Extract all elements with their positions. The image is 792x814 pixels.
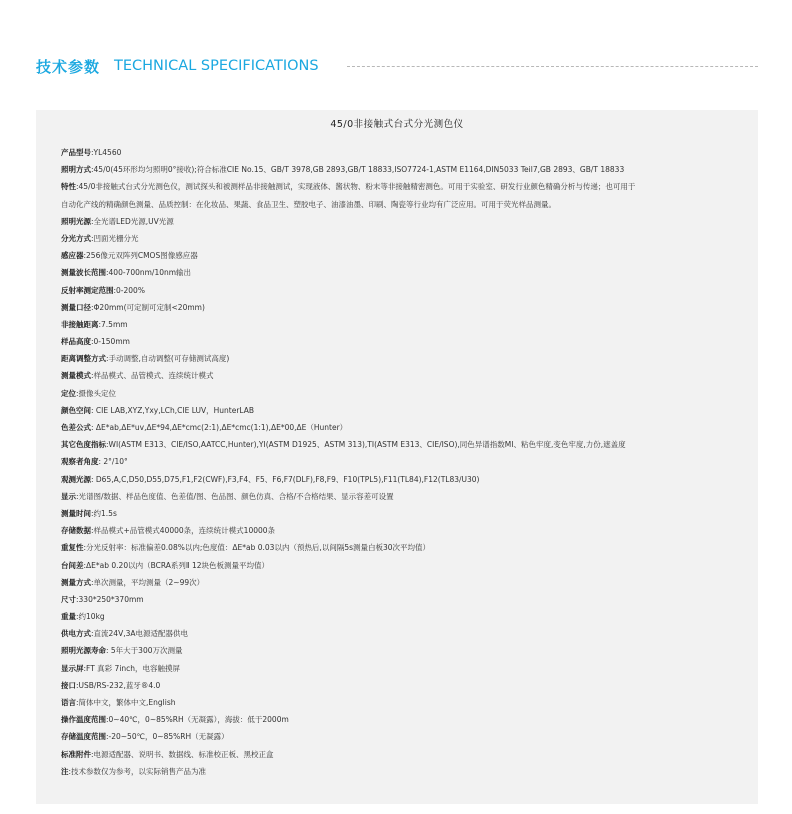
spec-value: :0-200% [113,285,145,295]
spec-label: 测量模式 [61,371,91,381]
spec-value: :WI(ASTM E313、CIE/ISO,AATCC,Hunter),YI(ASTM D1925、ASTM 313),TI(ASTM E313、CIE/ISO),同色异谱指数MI、粘色牢度,变色牢度,力份,遮盖度 [106,440,626,450]
spec-row [61,350,751,367]
spec-label: 台间差 [61,560,84,570]
spec-value: :电源适配器、说明书、数据线、标准校正板、黑校正盒 [91,749,274,759]
spec-label: 接口 [61,680,76,690]
spec-label: 显示 [61,491,76,501]
spec-label: 反射率测定范围 [61,285,114,295]
spec-label: 测量口径 [61,302,91,312]
spec-row [61,385,751,402]
spec-label: 尺寸 [61,594,76,604]
spec-value: :手动调整,自动调整(可存储测试高度) [106,354,230,364]
spec-row [61,247,751,264]
spec-value: :简体中文，繁体中文,English [76,698,176,707]
spec-label: 重量 [61,612,76,622]
spec-row [61,608,751,625]
spec-row [61,367,751,384]
spec-value: : D65,A,C,D50,D55,D75,F1,F2(CWF),F3,F4、F5、F6,F7(DLF),F8,F9、F10(TPL5),F11(TL84),F12(TL83/U30) [91,474,480,484]
spec-row [61,763,751,780]
spec-row [61,711,751,728]
spec-label: 定位 [61,388,76,398]
spec-row [61,625,751,642]
spec-label: 测量波长范围 [61,268,106,278]
spec-label: 照明光源 [61,216,91,226]
spec-value: :Φ20mm(可定制可定制<20mm) [91,302,205,312]
spec-row [61,144,751,161]
spec-value: :全光谱LED光源,UV光源 [91,216,174,226]
spec-label: 感应器 [61,251,84,261]
spec-row [61,574,751,591]
spec-value: : 2°/10° [98,457,128,467]
spec-row [61,402,751,419]
spec-row [61,488,751,505]
spec-label: 注 [61,766,69,776]
section-header [36,54,758,78]
spec-row [61,316,751,333]
spec-label: 产品型号 [61,148,91,157]
spec-label: 样品高度 [61,337,91,347]
spec-row [61,282,751,299]
spec-value: :分光反射率：标准偏差0.08%以内;色度值：ΔE*ab 0.03以内（预热后,以间隔5s测量白板30次平均值） [83,543,431,553]
spec-label: 距离调整方式 [61,354,106,364]
spec-label: 语言 [61,698,76,707]
spec-value: :技术参数仅为参考，以实际销售产品为准 [68,766,207,776]
spec-row [61,453,751,470]
spec-row [61,178,751,195]
section-title-cn: 技术参数 [36,57,101,76]
spec-label: 显示屏 [61,663,84,673]
spec-label: 照明方式 [61,165,91,175]
spec-value: :0~40℃，0~85%RH（无凝露），海拔：低于2000m [106,715,289,725]
spec-value: :样品模式+品管模式40000条，连续统计模式10000条 [91,526,276,536]
spec-row [61,471,751,488]
spec-list [61,144,751,780]
spec-label: 分光方式 [61,233,91,243]
section-title-en: TECHNICAL SPECIFICATIONS [114,58,319,74]
spec-row [61,419,751,436]
spec-row [61,436,751,453]
spec-row [61,557,751,574]
spec-label: 供电方式 [61,629,91,639]
spec-label: 存储温度范围 [61,732,106,742]
spec-value: :FT 真彩 7inch，电容触摸屏 [83,663,181,673]
spec-row [61,230,751,247]
spec-row [61,660,751,677]
spec-row [61,299,751,316]
spec-value: :400-700nm/10nm输出 [106,268,192,278]
spec-value: :-20~50℃，0~85%RH（无凝露） [106,732,229,742]
spec-row [61,728,751,745]
spec-value: :0-150mm [91,337,130,347]
spec-value: :256像元双阵列CMOS图像感应器 [83,251,198,261]
spec-value: 自动化产线的精确颜色测量、品质控制：在化妆品、果蔬、食品卫生、塑胶电子、油漆油墨、印刷、陶瓷等行业均有广泛应用。可用于荧光样品测量。 [61,199,556,209]
spec-row [61,539,751,556]
spec-label: 操作温度范围 [61,715,106,725]
spec-value: :USB/RS-232,蓝牙®4.0 [76,680,161,690]
spec-label: 其它色度指标 [61,440,106,450]
spec-label: 重复性 [61,543,84,553]
spec-value: :样品模式、品管模式、连续统计模式 [91,371,214,381]
spec-value: :YL4560 [91,148,122,157]
spec-value: :约1.5s [91,508,117,518]
spec-label: 存储数据 [61,526,91,536]
spec-label: 标准附件 [61,749,91,759]
spec-value: :光谱图/数据、样品色度值、色差值/图、色品图、颜色仿真、合格/不合格结果、显示容差可设置 [76,491,394,501]
spec-row [61,677,751,694]
spec-value: : ΔE*ab,ΔE*uv,ΔE*94,ΔE*cmc(2:1),ΔE*cmc(1:1),ΔE*00,ΔE（Hunter） [91,423,348,432]
spec-value: :单次测量，平均测量（2~99次） [91,577,205,587]
spec-row [61,505,751,522]
spec-label: 测量时间 [61,508,91,518]
spec-value: :直流24V,3A电源适配器供电 [91,629,188,639]
product-title: 45/0非接触式台式分光测色仪 [330,119,464,130]
spec-value: : CIE LAB,XYZ,Yxy,LCh,CIE LUV，HunterLAB [91,405,255,415]
spec-value: :45/0(45环形均匀照明0°接收);符合标准CIE No.15、GB/T 3978,GB 2893,GB/T 18833,ISO7724-1,ASTM E1164,DIN5033 Teil7,GB 2893、GB/T 18833 [91,165,625,175]
spec-value: :ΔE*ab 0.20以内（BCRA系列Ⅱ 12块色板测量平均值） [83,560,269,570]
spec-label: 观测光源 [61,474,91,484]
spec-value: : 5年大于300万次测量 [106,646,183,656]
spec-value: :7.5mm [98,319,128,329]
spec-label: 颜色空间 [61,405,91,415]
spec-row [61,642,751,659]
spec-value: :约10kg [76,612,105,622]
spec-row [61,213,751,230]
dashed-divider [347,66,758,67]
spec-value: :摄像头定位 [76,388,117,398]
spec-row [61,522,751,539]
spec-label: 非接触距离 [61,319,99,329]
spec-label: 测量方式 [61,577,91,587]
spec-value: :45/0非接触式台式分光测色仪，测试探头和被测样品非接触测试，实现液体、酱状物、粉末等非接触精密测色。可用于实验室、研发行业颜色精确分析与传递；也可用于 [76,182,636,192]
spec-value: :凹面光栅分光 [91,233,139,243]
spec-label: 照明光源寿命 [61,646,106,656]
spec-row [61,161,751,178]
spec-row [61,694,751,711]
spec-row [61,333,751,350]
spec-label: 色差公式 [61,423,91,432]
spec-value: :330*250*370mm [76,594,144,604]
spec-row [61,264,751,281]
spec-label: 观察者角度 [61,457,99,467]
spec-row [61,591,751,608]
spec-label: 特性 [61,182,76,192]
spec-row [61,746,751,763]
spec-panel [36,110,758,804]
spec-row [61,196,751,213]
